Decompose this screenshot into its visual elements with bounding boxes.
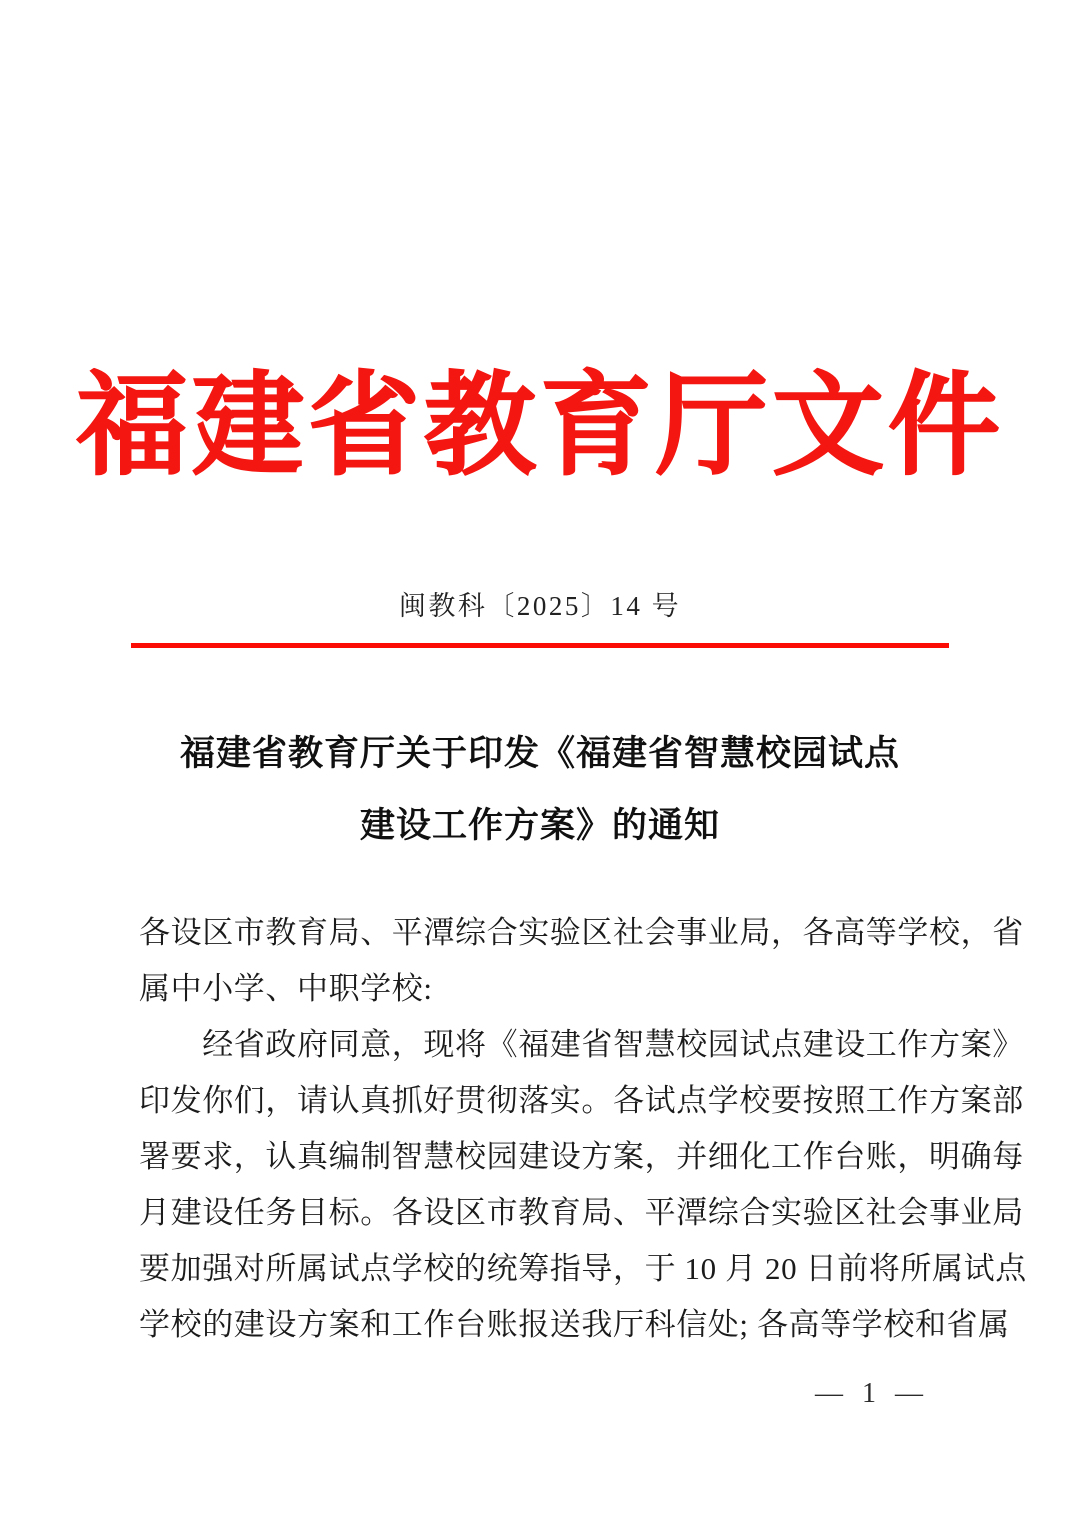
- addressee-line-2: 属中小学、中职学校:: [139, 971, 433, 1006]
- page-number-value: — 1 —: [815, 1378, 929, 1409]
- page-number-footer: [0, 1378, 1080, 1410]
- document-body: [139, 905, 1027, 1353]
- body-line-6-text: 学校的建设方案和工作台账报送我厅科信处; 各高等学校和省属: [139, 1307, 1010, 1342]
- body-line-2: [139, 1073, 1024, 1129]
- body-line-1: [139, 1017, 1024, 1073]
- document-title-line-1: 福建省教育厅关于印发《福建省智慧校园试点: [179, 734, 900, 773]
- addressee-line-1-text: 各设区市教育局、平潭综合实验区社会事业局，各高等学校，省: [139, 915, 1024, 950]
- body-line-3: [139, 1129, 1024, 1185]
- body-line-2-text: 印发你们，请认真抓好贯彻落实。各试点学校要按照工作方案部: [139, 1083, 1024, 1118]
- red-separator-rule: [131, 643, 949, 648]
- document-title-line-2: 建设工作方案》的通知: [359, 806, 720, 845]
- body-line-4: [139, 1185, 1024, 1241]
- body-line-6: [139, 1297, 1010, 1353]
- body-line-4-text: 月建设任务目标。各设区市教育局、平潭综合实验区社会事业局: [139, 1195, 1024, 1230]
- body-line-5-text: 要加强对所属试点学校的统筹指导，于 10 月 20 日前将所属试点: [139, 1251, 1027, 1286]
- document-title: [125, 718, 955, 862]
- document-number: 闽教科〔2025〕14 号: [398, 591, 682, 621]
- letterhead-masthead: 福建省教育厅文件: [76, 365, 1004, 489]
- body-line-3-text: 署要求，认真编制智慧校园建设方案，并细化工作台账，明确每: [139, 1139, 1024, 1174]
- addressee-line-1: [139, 905, 1024, 961]
- body-line-5: [139, 1241, 1027, 1297]
- body-line-1-text: 经省政府同意，现将《福建省智慧校园试点建设工作方案》: [139, 1027, 1024, 1062]
